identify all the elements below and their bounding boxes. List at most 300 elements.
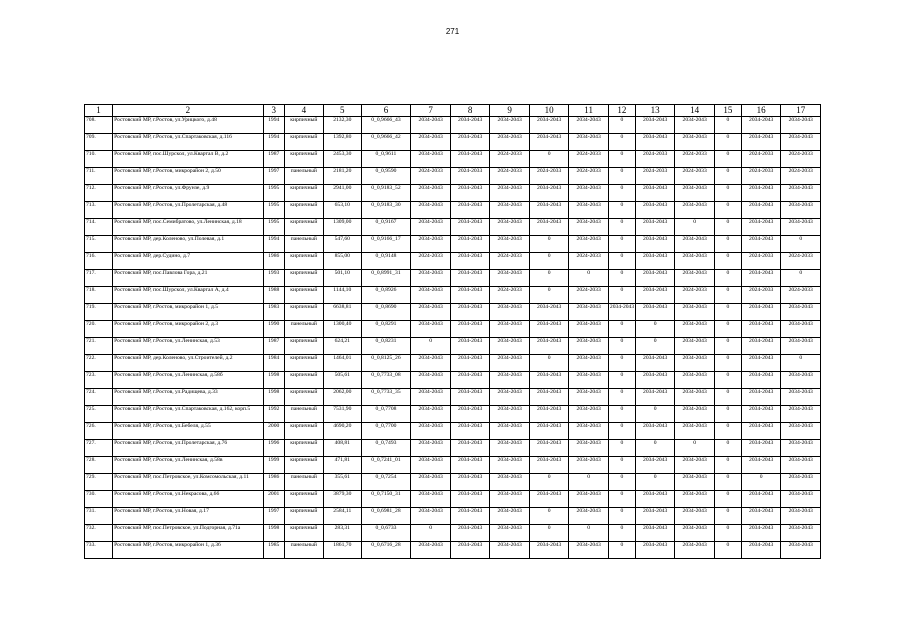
table-cell: 2034-2043: [490, 355, 530, 372]
table-cell: 0_0,9183_52: [361, 185, 411, 202]
table-cell: 2132,30: [324, 117, 361, 134]
table-cell: 0: [608, 389, 635, 406]
table-cell: 1990: [263, 321, 284, 338]
table-cell: 2034-2043: [741, 134, 781, 151]
table-cell: 2034-2043: [741, 270, 781, 287]
table-cell: 2034-2043: [450, 287, 490, 304]
table-cell: 2034-2043: [741, 117, 781, 134]
table-cell: 2034-2043: [529, 389, 569, 406]
table-cell: 2024-2033: [675, 168, 715, 185]
table-cell: 2034-2043: [675, 525, 715, 542]
table-cell: 0: [569, 474, 609, 491]
table-cell: 2034-2043: [635, 508, 675, 525]
table-cell: 2034-2043: [490, 542, 530, 559]
table-cell: 0: [608, 542, 635, 559]
table-row: [85, 304, 821, 321]
address-cell: Ростовский МР, г.Ростов, микрорайон 1, д.5: [113, 304, 264, 321]
table-cell: 0: [608, 253, 635, 270]
table-cell: 0_0,9183_30: [361, 202, 411, 219]
table-cell: кирпичный: [284, 338, 324, 355]
row-number-cell: 710.: [85, 151, 113, 168]
table-cell: 1986: [263, 474, 284, 491]
table-cell: 1464,01: [324, 355, 361, 372]
column-header: 15: [714, 105, 741, 117]
column-header: 16: [741, 105, 781, 117]
table-row: [85, 457, 821, 474]
table-cell: кирпичный: [284, 457, 324, 474]
table-cell: 2034-2043: [741, 185, 781, 202]
table-cell: 2034-2043: [450, 355, 490, 372]
table-cell: 0_0,7150_31: [361, 491, 411, 508]
address-cell: Ростовский МР, г.Ростов, ул.Пролетарская, д.76: [113, 440, 264, 457]
table-cell: 2024-2033: [675, 151, 715, 168]
table-cell: панельный: [284, 474, 324, 491]
table-cell: 2034-2043: [741, 491, 781, 508]
row-number-cell: 711.: [85, 168, 113, 185]
table-cell: 1998: [263, 525, 284, 542]
table-cell: 0: [675, 440, 715, 457]
table-cell: 0: [714, 236, 741, 253]
row-number-cell: 730.: [85, 491, 113, 508]
address-cell: Ростовский МР, г.Ростов, микрорайон 1, д.36: [113, 542, 264, 559]
table-cell: кирпичный: [284, 440, 324, 457]
table-cell: 0: [714, 168, 741, 185]
table-cell: 0: [608, 185, 635, 202]
table-cell: 2034-2043: [490, 185, 530, 202]
table-cell: 2034-2043: [490, 321, 530, 338]
table-cell: 2034-2043: [741, 525, 781, 542]
row-number-cell: 722.: [85, 355, 113, 372]
table-cell: 0: [608, 457, 635, 474]
table-cell: 2034-2043: [569, 185, 609, 202]
table-cell: 2024-2033: [675, 287, 715, 304]
table-cell: 2034-2043: [675, 406, 715, 423]
table-row: [85, 134, 821, 151]
table-cell: 2034-2043: [675, 185, 715, 202]
table-cell: 7531,90: [324, 406, 361, 423]
table-cell: 2034-2043: [781, 491, 821, 508]
table-cell: 2034-2043: [635, 117, 675, 134]
table-row: [85, 525, 821, 542]
table-cell: 0: [529, 270, 569, 287]
table-cell: 1997: [263, 168, 284, 185]
table-cell: 0: [714, 185, 741, 202]
table-cell: 2001: [263, 491, 284, 508]
table-cell: 2034-2043: [569, 202, 609, 219]
table-cell: 2034-2043: [781, 219, 821, 236]
table-cell: 1988: [263, 287, 284, 304]
table-cell: 2034-2043: [781, 440, 821, 457]
table-cell: 355,61: [324, 474, 361, 491]
row-number-cell: 724.: [85, 389, 113, 406]
table-cell: 2034-2043: [781, 117, 821, 134]
table-cell: кирпичный: [284, 355, 324, 372]
table-cell: 2034-2043: [490, 457, 530, 474]
table-cell: 2000: [263, 423, 284, 440]
table-cell: 2024-2033: [635, 168, 675, 185]
table-cell: 0_0,8991_31: [361, 270, 411, 287]
table-cell: 2024-2033: [741, 253, 781, 270]
table-cell: 2034-2043: [450, 117, 490, 134]
table-cell: 2034-2043: [450, 202, 490, 219]
column-header: 5: [324, 105, 361, 117]
table-cell: 2034-2043: [635, 355, 675, 372]
table-cell: 2034-2043: [490, 525, 530, 542]
table-cell: 2034-2043: [675, 389, 715, 406]
table-cell: 0: [529, 355, 569, 372]
table-cell: 2034-2043: [529, 440, 569, 457]
table-cell: 2034-2043: [569, 117, 609, 134]
table-cell: 2034-2043: [450, 219, 490, 236]
table-cell: 2024-2033: [569, 168, 609, 185]
table-cell: 2024-2033: [569, 287, 609, 304]
table-cell: 2034-2043: [450, 185, 490, 202]
table-cell: 0_0,8125_26: [361, 355, 411, 372]
table-cell: 2034-2043: [411, 202, 451, 219]
table-cell: 2034-2043: [635, 202, 675, 219]
address-cell: Ростовский МР, пос.Петровское, ул.Комсомольская, д.11: [113, 474, 264, 491]
table-cell: 2034-2043: [741, 508, 781, 525]
table-cell: 2034-2043: [569, 542, 609, 559]
row-number-cell: 720.: [85, 321, 113, 338]
table-cell: 2034-2043: [411, 270, 451, 287]
row-number-cell: 727.: [85, 440, 113, 457]
table-cell: кирпичный: [284, 508, 324, 525]
table-cell: 0_0,8690: [361, 304, 411, 321]
table-cell: 1997: [263, 508, 284, 525]
address-cell: Ростовский МР, дер.Судино, д.7: [113, 253, 264, 270]
table-cell: 2034-2043: [569, 219, 609, 236]
table-cell: 0_0,7254: [361, 474, 411, 491]
table-cell: 0_0,7700: [361, 423, 411, 440]
table-cell: 1996: [263, 440, 284, 457]
table-cell: 0_0,7733_35: [361, 389, 411, 406]
table-cell: 2034-2043: [529, 304, 569, 321]
table-cell: 0: [714, 491, 741, 508]
table-cell: кирпичный: [284, 253, 324, 270]
table-cell: кирпичный: [284, 372, 324, 389]
table-cell: 0_0,6733: [361, 525, 411, 542]
table-cell: 2034-2043: [411, 389, 451, 406]
row-number-cell: 719.: [85, 304, 113, 321]
table-cell: 855,00: [324, 253, 361, 270]
table-cell: 0: [529, 236, 569, 253]
table-cell: 2941,00: [324, 185, 361, 202]
table-cell: 2024-2033: [490, 253, 530, 270]
address-cell: Ростовский МР, г.Ростов, микрорайон 2, д.3: [113, 321, 264, 338]
table-cell: 2034-2043: [490, 219, 530, 236]
table-row: [85, 440, 821, 457]
table-cell: 1995: [263, 202, 284, 219]
table-cell: кирпичный: [284, 491, 324, 508]
table-cell: 1999: [263, 457, 284, 474]
table-cell: 2034-2043: [411, 134, 451, 151]
address-cell: Ростовский МР, г.Ростов, ул.Новая, д.17: [113, 508, 264, 525]
table-cell: 2034-2043: [675, 372, 715, 389]
table-cell: 2034-2043: [569, 304, 609, 321]
table-cell: 0: [608, 491, 635, 508]
table-cell: 2034-2043: [411, 287, 451, 304]
table-cell: 2034-2043: [675, 355, 715, 372]
table-cell: 2034-2043: [569, 406, 609, 423]
table-cell: 2034-2043: [635, 491, 675, 508]
table-cell: 2034-2043: [635, 389, 675, 406]
table-cell: 0: [608, 508, 635, 525]
table-cell: 0_0,8291: [361, 321, 411, 338]
table-cell: 2034-2043: [781, 525, 821, 542]
table-cell: 0: [529, 474, 569, 491]
table-cell: 0: [675, 219, 715, 236]
table-cell: 2034-2043: [411, 372, 451, 389]
table-cell: 2034-2043: [741, 321, 781, 338]
table-row: [85, 185, 821, 202]
column-header: 9: [490, 105, 530, 117]
table-cell: 2034-2043: [529, 219, 569, 236]
table-cell: 2034-2043: [411, 406, 451, 423]
address-cell: Ростовский МР, г.Ростов, ул.Фрунзе, д.9: [113, 185, 264, 202]
row-number-cell: 728.: [85, 457, 113, 474]
table-cell: 2034-2043: [569, 236, 609, 253]
table-cell: 2034-2043: [741, 440, 781, 457]
table-cell: 2034-2043: [450, 134, 490, 151]
table-cell: 1985: [263, 542, 284, 559]
table-cell: 2034-2043: [781, 389, 821, 406]
table-cell: 2034-2043: [411, 185, 451, 202]
table-row: [85, 287, 821, 304]
address-cell: Ростовский МР, г.Ростов, ул.Пролетарская, д.48: [113, 202, 264, 219]
table-cell: 2024-2033: [450, 168, 490, 185]
table-cell: 2034-2043: [411, 151, 451, 168]
table-cell: 0: [714, 338, 741, 355]
table-cell: 0: [714, 457, 741, 474]
table-cell: 0: [635, 474, 675, 491]
table-cell: 1998: [263, 372, 284, 389]
table-cell: 2024-2033: [529, 168, 569, 185]
table-cell: 2034-2043: [635, 270, 675, 287]
table-cell: 6638,81: [324, 304, 361, 321]
row-number-cell: 718.: [85, 287, 113, 304]
table-cell: 2034-2043: [675, 321, 715, 338]
table-row: [85, 491, 821, 508]
row-number-cell: 723.: [85, 372, 113, 389]
table-cell: панельный: [284, 542, 324, 559]
table-cell: 2034-2043: [675, 253, 715, 270]
table-cell: 3879,30: [324, 491, 361, 508]
table-cell: 2034-2043: [635, 219, 675, 236]
table-cell: 653,10: [324, 202, 361, 219]
table-cell: 2024-2033: [490, 287, 530, 304]
table-cell: 2034-2043: [450, 491, 490, 508]
table-cell: 2024-2033: [741, 168, 781, 185]
table-cell: 2024-2033: [569, 253, 609, 270]
table-cell: кирпичный: [284, 389, 324, 406]
column-header: 11: [569, 105, 609, 117]
table-cell: 1994: [263, 236, 284, 253]
column-header: 7: [411, 105, 451, 117]
table-cell: 0_0,9166_17: [361, 236, 411, 253]
table-cell: 2024-2033: [635, 151, 675, 168]
table-cell: 2034-2043: [741, 219, 781, 236]
table-cell: 2034-2043: [450, 253, 490, 270]
table-cell: 2034-2043: [450, 151, 490, 168]
table-cell: 1144,10: [324, 287, 361, 304]
address-cell: Ростовский МР, г.Ростов, ул.Ленинская, д.58в: [113, 457, 264, 474]
table-cell: 505,61: [324, 372, 361, 389]
table-cell: 0: [635, 440, 675, 457]
table-cell: 2034-2043: [635, 525, 675, 542]
table-cell: 2034-2043: [741, 406, 781, 423]
table-cell: 2034-2043: [411, 491, 451, 508]
address-cell: Ростовский МР, пос.Семибратово, ул.Ленинская, д.18: [113, 219, 264, 236]
table-cell: 0: [714, 219, 741, 236]
column-header: 12: [608, 105, 635, 117]
table-row: [85, 270, 821, 287]
table-cell: 2034-2043: [490, 134, 530, 151]
table-cell: 1983: [263, 304, 284, 321]
column-header: 14: [675, 105, 715, 117]
table-cell: кирпичный: [284, 134, 324, 151]
row-number-cell: 717.: [85, 270, 113, 287]
table-cell: 0: [781, 270, 821, 287]
table-cell: 2034-2043: [490, 117, 530, 134]
table-cell: 2034-2043: [675, 304, 715, 321]
table-cell: панельный: [284, 321, 324, 338]
table-cell: 0: [608, 134, 635, 151]
table-cell: 0: [608, 440, 635, 457]
table-cell: 2034-2043: [529, 117, 569, 134]
table-cell: 2034-2043: [741, 542, 781, 559]
table-cell: 2034-2043: [411, 474, 451, 491]
table-cell: 2034-2043: [411, 508, 451, 525]
table-body: [85, 117, 821, 559]
row-number-cell: 729.: [85, 474, 113, 491]
table-cell: 2034-2043: [635, 134, 675, 151]
table-cell: 2034-2043: [529, 542, 569, 559]
table-cell: 2034-2043: [675, 542, 715, 559]
table-row: [85, 219, 821, 236]
table-cell: 2034-2043: [450, 338, 490, 355]
table-cell: 501,10: [324, 270, 361, 287]
table-cell: 2181,20: [324, 168, 361, 185]
table-cell: 0: [411, 525, 451, 542]
column-header: 2: [113, 105, 264, 117]
table-cell: 2034-2043: [569, 491, 609, 508]
table-cell: 1309,00: [324, 219, 361, 236]
address-cell: Ростовский МР, г.Ростов, микрорайон 2, д.50: [113, 168, 264, 185]
table-row: [85, 117, 821, 134]
table-cell: 2024-2033: [741, 287, 781, 304]
address-cell: Ростовский МР, г.Ростов, ул.Некрасова, д.66: [113, 491, 264, 508]
table-cell: 2034-2043: [490, 236, 530, 253]
table-cell: 2034-2043: [450, 423, 490, 440]
table-cell: 0: [714, 389, 741, 406]
table-cell: 2034-2043: [411, 457, 451, 474]
table-cell: 0: [714, 508, 741, 525]
table-row: [85, 508, 821, 525]
column-header: 1: [85, 105, 113, 117]
table-cell: 408,81: [324, 440, 361, 457]
address-cell: Ростовский МР, г.Ростов, ул.Урицкого, д.48: [113, 117, 264, 134]
table-cell: 2034-2043: [490, 440, 530, 457]
table-cell: 0_0,7241_01: [361, 457, 411, 474]
table-cell: 2034-2043: [450, 236, 490, 253]
table-cell: 2034-2043: [569, 355, 609, 372]
table-cell: 2034-2043: [781, 423, 821, 440]
table-cell: 0_0,7733_08: [361, 372, 411, 389]
table-cell: 2034-2043: [411, 219, 451, 236]
table-cell: 2034-2043: [529, 457, 569, 474]
table-row: [85, 389, 821, 406]
table-cell: 0: [714, 355, 741, 372]
table-cell: кирпичный: [284, 270, 324, 287]
table-cell: 0_0,8926: [361, 287, 411, 304]
table-cell: 2034-2043: [450, 457, 490, 474]
table-row: [85, 253, 821, 270]
table-cell: 1994: [263, 117, 284, 134]
table-cell: 2034-2043: [450, 525, 490, 542]
table-cell: 2034-2043: [411, 236, 451, 253]
table-cell: 0: [714, 423, 741, 440]
table-cell: 0: [741, 474, 781, 491]
table-row: [85, 474, 821, 491]
table-cell: 2034-2043: [450, 542, 490, 559]
column-header: 17: [781, 105, 821, 117]
table-cell: кирпичный: [284, 151, 324, 168]
table-cell: 1986: [263, 253, 284, 270]
table-cell: 0: [714, 134, 741, 151]
table-row: [85, 423, 821, 440]
table-cell: 2034-2043: [569, 338, 609, 355]
table-cell: 2034-2043: [635, 542, 675, 559]
table-cell: кирпичный: [284, 525, 324, 542]
table-cell: 1992: [263, 406, 284, 423]
table-cell: 1994: [263, 134, 284, 151]
table-cell: 2034-2043: [781, 338, 821, 355]
table-cell: 2034-2043: [529, 134, 569, 151]
table-row: [85, 321, 821, 338]
table-cell: 1300,40: [324, 321, 361, 338]
housing-register-table: [84, 104, 821, 559]
table-cell: панельный: [284, 168, 324, 185]
row-number-cell: 708.: [85, 117, 113, 134]
row-number-cell: 714.: [85, 219, 113, 236]
table-cell: 2034-2043: [529, 423, 569, 440]
table-cell: 547,60: [324, 236, 361, 253]
table-cell: 2034-2043: [490, 474, 530, 491]
table-cell: 2034-2043: [490, 202, 530, 219]
table-cell: 0: [608, 202, 635, 219]
table-cell: 2034-2043: [529, 406, 569, 423]
table-cell: 2034-2043: [529, 185, 569, 202]
table-cell: 0_0,9148: [361, 253, 411, 270]
table-cell: 0: [608, 151, 635, 168]
table-cell: 0_0,7493: [361, 440, 411, 457]
table-cell: 0_0,6716_28: [361, 542, 411, 559]
table-cell: 2034-2043: [635, 287, 675, 304]
table-cell: 0: [714, 304, 741, 321]
table-cell: 2453,30: [324, 151, 361, 168]
table-cell: 0_0,7708: [361, 406, 411, 423]
table-cell: 2034-2043: [781, 372, 821, 389]
table-cell: 2034-2043: [529, 202, 569, 219]
table-cell: 2034-2043: [675, 423, 715, 440]
table-cell: 0: [714, 117, 741, 134]
table-cell: 2034-2043: [675, 270, 715, 287]
table-cell: 1998: [263, 389, 284, 406]
table-cell: 2034-2043: [569, 423, 609, 440]
table-cell: 0: [529, 253, 569, 270]
table-row: [85, 202, 821, 219]
